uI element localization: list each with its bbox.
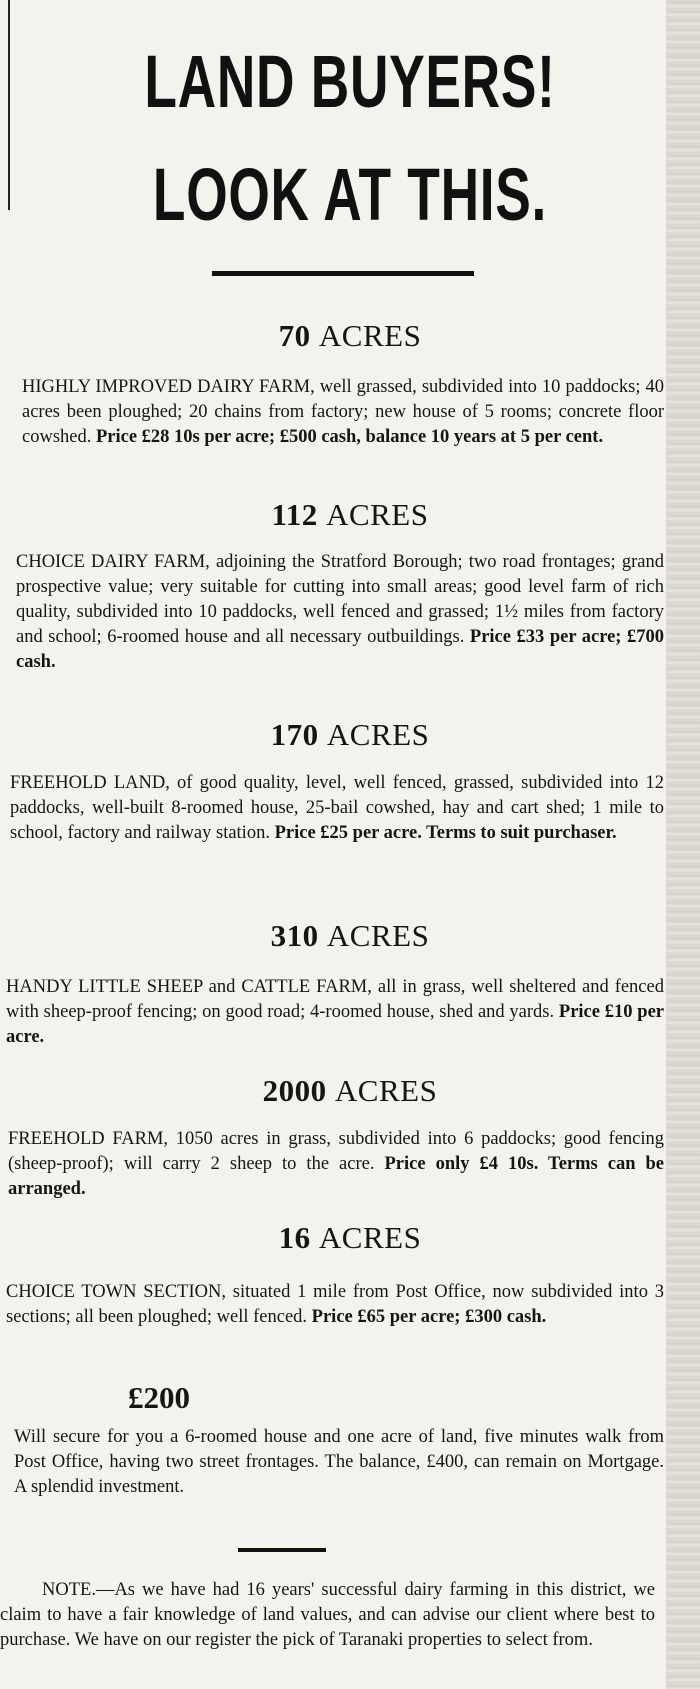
acres-number: 310 [270,918,319,953]
listing-description-170-acres [10,771,664,846]
listing-description-310-acres [6,975,664,1050]
listing-terms: Price only £4 10s. Terms can be arranged. [8,1154,665,1199]
headline-land-buyers: LAND BUYERS! [144,40,556,123]
listing-description-112-acres [16,550,664,675]
listing-title-170-acres [0,717,700,753]
acres-number: 112 [271,497,318,532]
listing-terms: Price £25 per acre. Terms to suit purchaser. [274,823,617,843]
headline-rule [212,271,474,276]
headline-look-at-this: LOOK AT THIS. [152,153,548,236]
listing-lead: CHOICE DAIRY FARM, [16,552,210,572]
listing-body: situated 1 mile from Post Office, now subdivided into 3 sections; all been ploughed; well fenced. [6,1282,664,1327]
listing-lead: FREEHOLD FARM, [8,1129,169,1149]
listing-title-310-acres [0,918,700,954]
listing-terms: Price £28 10s per acre; £500 cash, balance 10 years at 5 per cent. [95,427,604,447]
listing-lead: FREEHOLD LAND, [10,773,170,793]
acres-unit: ACRES [318,318,422,353]
acres-number: 70 [278,318,311,353]
listing-lead: HANDY LITTLE SHEEP and CATTLE FARM, [6,977,372,997]
acres-unit: ACRES [334,1073,438,1108]
column-rule-left [8,0,10,210]
offer-price-heading: £200 [128,1380,190,1415]
acres-number: 170 [270,717,319,752]
closing-note [0,1578,655,1653]
acres-unit: ACRES [318,1220,422,1255]
note-separator-rule [238,1548,326,1552]
acres-unit: ACRES [326,918,430,953]
offer-description: Will secure for you a 6-roomed house and one acre of land, five minutes walk from Post Office, having two street frontages. The balance, £400, can remain on Mortgage. A splendid investment. [14,1427,664,1497]
listing-title-70-acres [0,318,700,354]
listing-title-2000-acres [0,1073,700,1109]
listing-lead: CHOICE TOWN SECTION, [6,1282,226,1302]
listing-description-2000-acres [8,1127,664,1202]
listing-body: all in grass, well sheltered and fenced with sheep-proof fencing; on good road; 4-roomed house, shed and yards. [6,977,664,1022]
acres-number: 2000 [262,1073,327,1108]
page-edge-texture [666,0,700,1689]
listing-lead: HIGHLY IMPROVED DAIRY FARM, [22,377,315,397]
listing-body: adjoining the Stratford Borough; two road frontages; grand prospective value; very suitable for cutting into small areas; good level farm of rich quality, subdivided into 10 paddocks, well fenced and grassed; 1½ miles from factory and school; 6-roomed house and all necessary outbuildings. [16,552,664,647]
listing-terms: Price £10 per acre. [6,1002,664,1047]
listing-title-112-acres [0,497,700,533]
listing-body: 1050 acres in grass, subdivided into 6 paddocks; good fencing (sheep-proof); will carry 2 sheep to the acre. [8,1129,665,1174]
listing-title-16-acres [0,1220,700,1256]
acres-unit: ACRES [326,497,429,532]
listing-body: well grassed, subdivided into 10 paddocks; 40 acres been ploughed; 20 chains from factory; new house of 5 rooms; concrete floor cowshed. [22,377,665,447]
listing-terms: Price £65 per acre; £300 cash. [311,1307,547,1327]
note-text: NOTE.—As we have had 16 years' successful dairy farming in this district, we claim to have a fair knowledge of land values, and can advise our client where best to purchase. We have on our register the pick of Taranaki properties to select from. [0,1580,655,1650]
acres-unit: ACRES [326,717,430,752]
listing-terms: Price £33 per acre; £700 cash. [16,627,664,672]
listing-description-16-acres [6,1280,664,1330]
acres-number: 16 [278,1220,311,1255]
listing-description-70-acres [22,375,664,450]
listing-body: of good quality, level, well fenced, grassed, subdivided into 12 paddocks, well-built 8-roomed house, 25-bail cowshed, hay and cart shed; 1 mile to school, factory and railway station. [10,773,664,843]
